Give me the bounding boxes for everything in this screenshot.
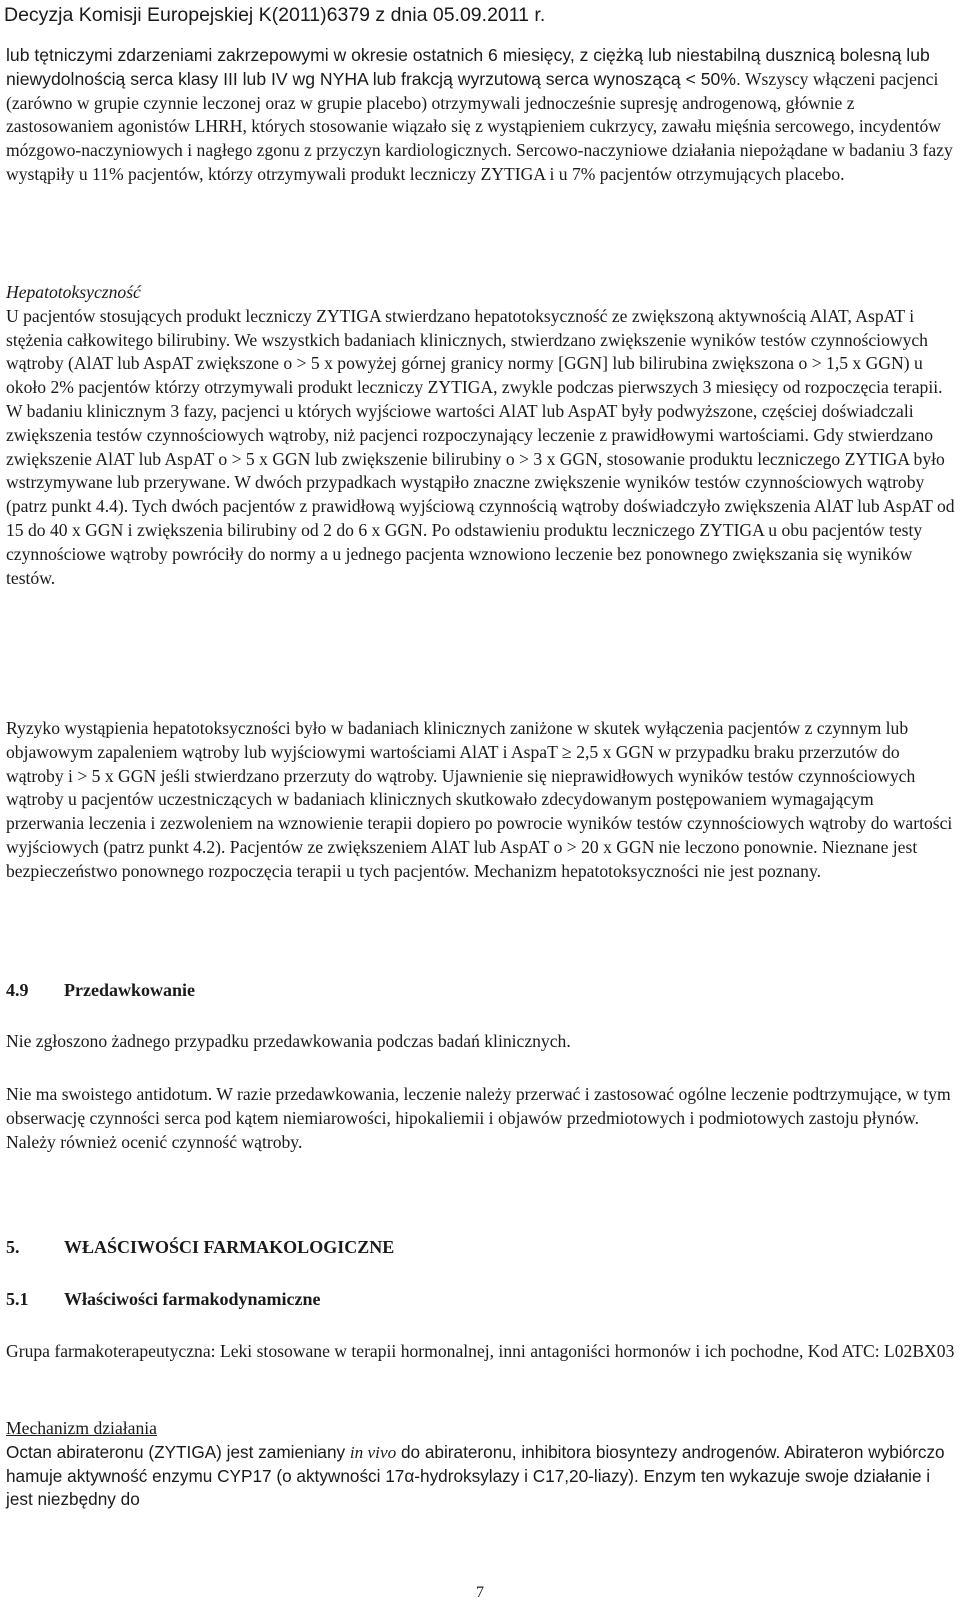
hepatotoxicity-paragraph-1: U pacjentów stosujących produkt leczniczy ZYTIGA stwierdzano hepatotoksyczność ze zwiększoną aktywnością AlAT, AspAT i stężenia całkowitego bilirubiny. We wszystkich badaniach klinicznych, stwierdzano zwiększenie wyników testów czynnościowych wątroby (AlAT lub AspAT zwiększone o > 5 x powyżej górnej granicy normy [GGN] lub bilirubina zwiększona o > 1,5 x GGN) u około 2% pacjentów którzy otrzymywali produkt leczniczy ZYTIGA, zwykle podczas pierwszych 3 miesięcy od rozpoczęcia terapii. W badaniu klinicznym 3 fazy, pacjenci u których wyjściowe wartości AlAT lub AspAT były podwyższone, częściej doświadczali zwiększenia testów czynnościowych wątroby, niż pacjenci rozpoczynający leczenie z prawidłowymi wartościami. Gdy stwierdzano zwiększenie AlAT lub AspAT o > 5 x GGN lub zwiększenie bilirubiny o > 3 x GGN, stosowanie produktu leczniczego ZYTIGA było wstrzymywane lub przerywane. W dwóch przypadkach wystąpiło znaczne zwiększenie wyników testów czynnościowych wątroby (patrz punkt 4.4). Tych dwóch pacjentów z prawidłową wyjściową czynnością wątroby doświadczyło zwiększenia AlAT lub AspAT od 15 do 40 x GGN i zwiększenia bilirubiny od 2 do 6 x GGN. Po odstawieniu produktu leczniczego ZYTIGA u obu pacjentów testy czynnościowe wątroby powróciły do normy a u jednego pacjenta wznowiono leczenie bez ponownego zwiększania się wyników testów. (6, 305, 955, 588)
section-4-9-heading: 4.9 Przedawkowanie (6, 980, 195, 1000)
paragraph-cardio-sans: lub tętniczymi zdarzeniami zakrzepowymi w okresie ostatnich 6 miesięcy, z ciężką lub niestabilną dusznicą bolesną lub niewydolnością serca klasy III lub IV wg NYHA lub frakcją wyrzutową serca wynoszącą < 50%. (6, 45, 930, 89)
hepatotoxicity-paragraph-2: Ryzyko wystąpienia hepatotoksyczności było w badaniach klinicznych zaniżone w skutek wyłączenia pacjentów z czynnym lub objawowym zapaleniem wątroby lub wyjściowymi wartościami AlAT i AspaT ≥ 2,5 x GGN w przypadku braku przerzutów do wątroby i > 5 x GGN jeśli stwierdzano przerzuty do wątroby. Ujawnienie się nieprawidłowych wyników testów czynnościowych wątroby u pacjentów uczestniczących w badaniach klinicznych skutkowało zdecydowanym postępowaniem wymagającym przerwania leczenia i zezwoleniem na wznowienie terapii dopiero po powrocie wyników testów czynnościowych wątroby do wartości wyjściowych (patrz punkt 4.2). Pacjentów ze zwiększeniem AlAT lub AspAT o > 20 x GGN nie leczono ponownie. Nieznane jest bezpieczeństwo ponownego rozpoczęcia terapii u tych pacjentów. Mechanizm hepatotoksyczności nie jest poznany. (6, 718, 953, 881)
section-5-1-heading: 5.1 Właściwości farmakodynamiczne (6, 1289, 321, 1309)
hepatotoxicity-title: Hepatotoksyczność (6, 282, 141, 302)
page-header: Decyzja Komisji Europejskiej K(2011)6379 z dnia 05.09.2011 r. (4, 4, 546, 26)
greater-equal-symbol: ≥ (561, 741, 572, 762)
overdose-paragraph-1: Nie zgłoszono żadnego przypadku przedawkowania podczas badań klinicznych. (6, 1031, 571, 1051)
overdose-paragraph-2: Nie ma swoistego antidotum. W razie przedawkowania, leczenie należy przerwać i zastosować ogólne leczenie podtrzymujące, w tym obserwację czynności serca pod kątem niemiarowości, hipokaliemii i objawów przedmiotowych i podmiotowych zastoju płynów. Należy również ocenić czynność wątroby. (6, 1084, 951, 1152)
hepatotoxicity-section (6, 281, 956, 590)
section-5-heading: 5. WŁAŚCIWOŚCI FARMAKOLOGICZNE (6, 1237, 395, 1257)
paragraph-cardio-serif: Wszyscy włączeni pacjenci (zarówno w grupie czynnie leczonej oraz w grupie placebo) otrzymywali jednocześnie supresję androgenową, głównie z zastosowaniem agonistów LHRH, których stosowanie wiązało się z wystąpieniem cukrzycy, zawału mięśnia sercowego, incydentów mózgowo-naczyniowych i nagłego zgonu z przyczyn kardiologicznych. Sercowo-naczyniowe działania niepożądane w badaniu 3 fazy wystąpiły u 11% pacjentów, którzy otrzymywali produkt leczniczy ZYTIGA i u 7% pacjentów otrzymujących placebo. (6, 68, 953, 184)
paragraph-cardio (6, 44, 956, 187)
mechanism-title: Mechanizm działania (6, 1418, 157, 1438)
page-number: 7 (476, 1584, 484, 1601)
pharmacotherapeutic-group: Grupa farmakoterapeutyczna: Leki stosowane w terapii hormonalnej, inni antagoniści hormonów i ich pochodne, Kod ATC: L02BX03 (6, 1341, 955, 1361)
mechanism-paragraph: Octan abirateronu (ZYTIGA) jest zamieniany in vivo do abirateronu, inhibitora biosyntezy androgenów. Abirateron wybiórczo hamuje aktywność enzymu CYP17 (o aktywności 17α-hydroksylazy i C17,20-liazy). Enzym ten wykazuje swoje działanie i jest niezbędny do (6, 1441, 945, 1510)
mechanism-section (6, 1417, 956, 1512)
